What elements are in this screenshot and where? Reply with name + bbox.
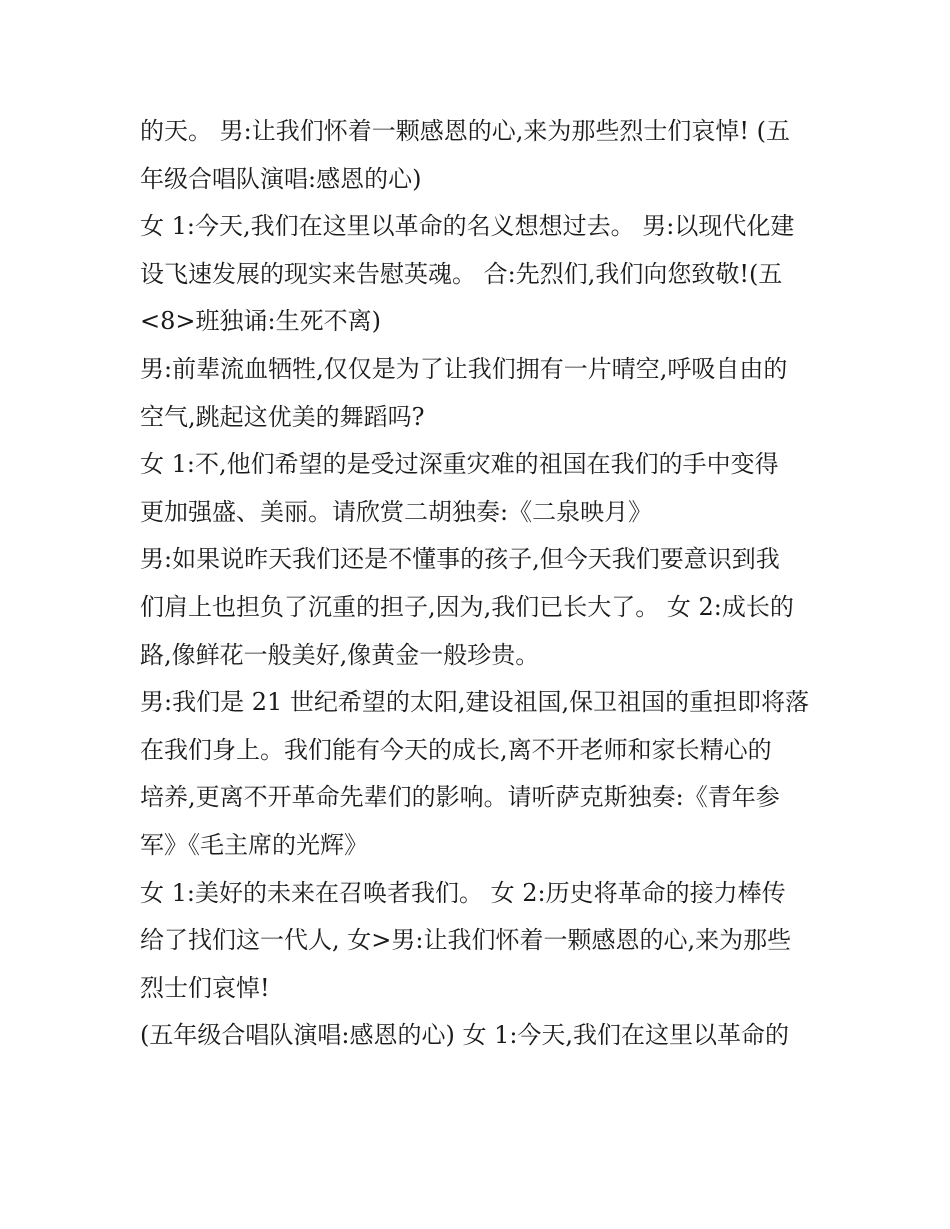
text-line-17: 女 1:美好的未来在召唤者我们。 女 2:历史将革命的接力棒传 [140,878,786,907]
text-line-4: 设飞速发展的现实来告慰英魂。 合:先烈们,我们向您致敬!(五 [140,259,783,288]
text-line-11: 们肩上也担负了沉重的担子,因为,我们已长大了。 女 2:成长的 [140,592,794,621]
text-line-2: 年级合唱队演唱:感恩的心) [140,164,422,193]
document-body [140,108,820,1060]
text-line-5: <8>班独诵:生死不离) [140,307,381,336]
text-line-13: 男:我们是 21 世纪希望的太阳,建设祖国,保卫祖国的重担即将落 [140,688,810,717]
text-line-18: 给了找们这一代人, 女>男:让我们怀着一颗感恩的心,来为那些 [140,926,792,955]
text-line-12: 路,像鲜花一般美好,像黄金一般珍贵。 [140,640,540,669]
text-line-16: 军》《毛主席的光辉》 [140,830,368,859]
text-line-15: 培养,更离不开革命先辈们的影响。请听萨克斯独奏:《青年参 [140,783,780,812]
text-line-20: (五年级合唱队演唱:感恩的心) 女 1:今天,我们在这里以革命的 [140,1021,790,1050]
text-line-6: 男:前辈流血牺牲,仅仅是为了让我们拥有一片晴空,呼吸自由的 [140,354,788,383]
text-line-8: 女 1:不,他们希望的是受过深重灾难的祖国在我们的手中变得 [140,450,779,479]
text-line-10: 男:如果说昨天我们还是不懂事的孩子,但今天我们要意识到我 [140,545,780,574]
text-line-9: 更加强盛、美丽。请欣赏二胡独奏:《二泉映月》 [140,497,653,526]
text-line-19: 烈士们哀悼! [140,973,270,1002]
text-line-3: 女 1:今天,我们在这里以革命的名义想想过去。 男:以现代化建 [140,212,795,241]
text-line-7: 空气,跳起这优美的舞蹈吗? [140,402,425,431]
text-line-14: 在我们身上。我们能有今天的成长,离不开老师和家长精心的 [140,735,772,764]
text-line-1: 的天。 男:让我们怀着一颗感恩的心,来为那些烈士们哀悼! (五 [140,117,790,145]
